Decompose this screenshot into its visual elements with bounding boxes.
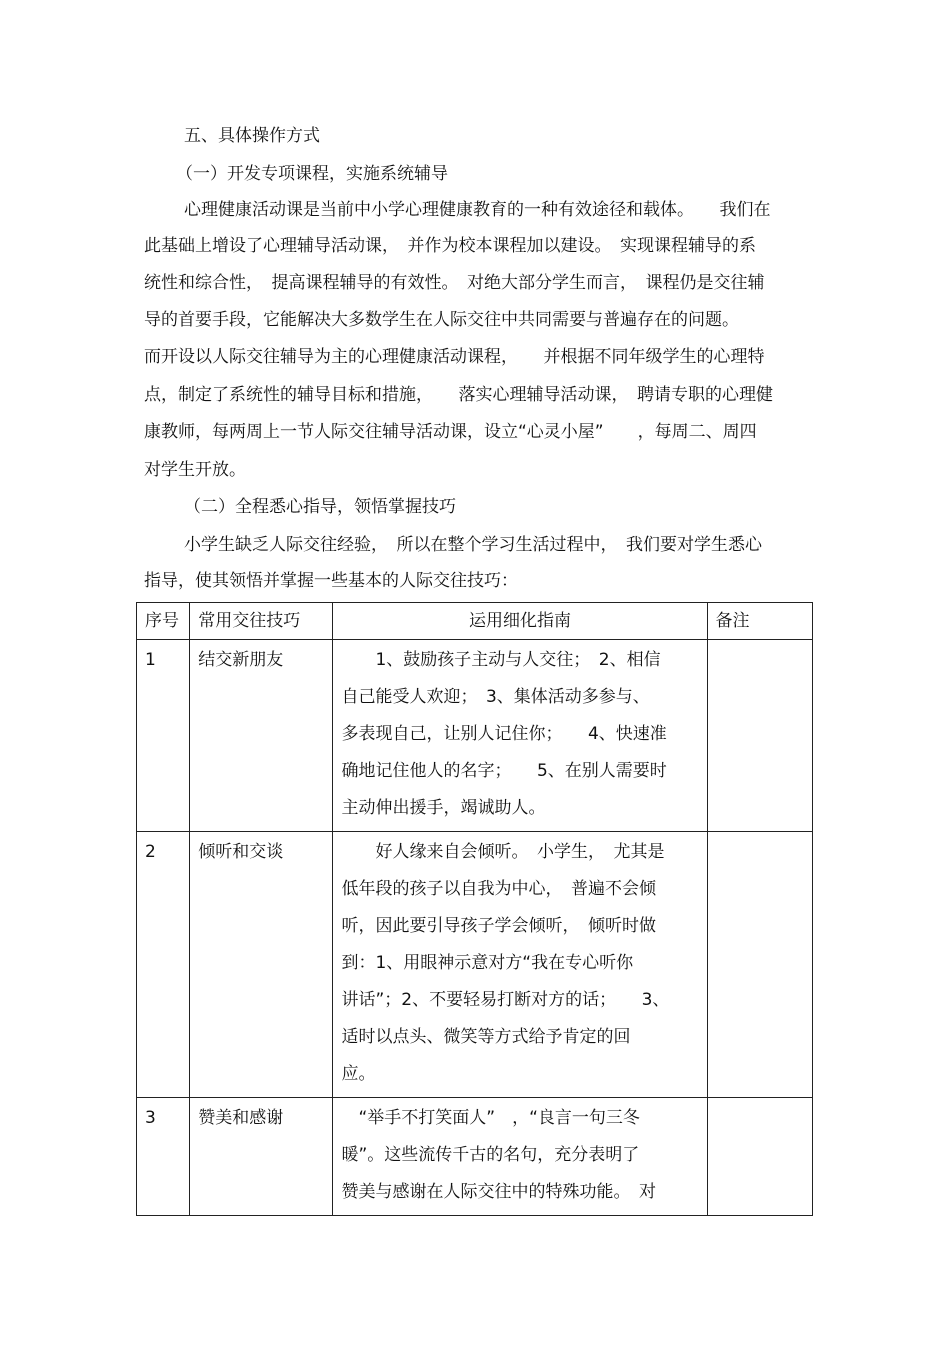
- table-row: [137, 640, 813, 832]
- paragraph-line: 心理健康活动课是当前中小学心理健康教育的一种有效途径和载体。 我们在: [184, 200, 771, 220]
- header-note: 备注: [707, 603, 812, 640]
- guide-line: 确地记住他人的名字； 5、在别人需要时: [341, 761, 667, 781]
- guide-line: 1、鼓励孩子主动与人交往； 2、相信: [341, 650, 661, 670]
- paragraph-line: 点，制定了系统性的辅导目标和措施， 落实心理辅导活动课， 聘请专职的心理健: [144, 385, 773, 405]
- guide-line: 低年段的孩子以自我为中心， 普遍不会倾: [341, 879, 656, 899]
- paragraph-line: 小学生缺乏人际交往经验， 所以在整个学习生活过程中， 我们要对学生悉心: [184, 535, 762, 555]
- row-no: 1: [137, 640, 190, 832]
- table-row: [137, 1098, 813, 1216]
- paragraph-line: 此基础上增设了心理辅导活动课， 并作为校本课程加以建设。 实现课程辅导的系: [144, 236, 756, 256]
- header-guide: 运用细化指南: [333, 603, 707, 640]
- guide-line: 暖”。这些流传千古的名句，充分表明了: [341, 1145, 640, 1165]
- table-row: [137, 832, 813, 1098]
- row-no: 3: [137, 1098, 190, 1216]
- row-note: [707, 1098, 812, 1216]
- guide-line: 听，因此要引导孩子学会倾听， 倾听时做: [341, 916, 656, 936]
- row-skill: 结交新朋友: [190, 640, 333, 832]
- row-guide: [333, 832, 707, 1098]
- paragraph-line: 对学生开放。: [144, 460, 246, 480]
- skills-table: [136, 602, 813, 1216]
- guide-line: 应。: [341, 1064, 376, 1084]
- header-skill: 常用交往技巧: [190, 603, 333, 640]
- header-no: 序号: [137, 603, 190, 640]
- row-skill: 倾听和交谈: [190, 832, 333, 1098]
- guide-line: 主动伸出援手，竭诚助人。: [341, 798, 546, 818]
- part1-heading: （一）开发专项课程，实施系统辅导: [176, 164, 448, 184]
- part2-heading: （二）全程悉心指导，领悟掌握技巧: [184, 497, 456, 517]
- guide-line: 适时以点头、微笑等方式给予肯定的回: [341, 1027, 631, 1047]
- guide-line: 到：1、用眼神示意对方“我在专心听你: [341, 953, 634, 973]
- paragraph-line: 指导，使其领悟并掌握一些基本的人际交往技巧：: [144, 571, 518, 591]
- row-note: [707, 640, 812, 832]
- paragraph-line: 统性和综合性， 提高课程辅导的有效性。 对绝大部分学生而言， 课程仍是交往辅: [144, 273, 765, 293]
- row-guide: [333, 640, 707, 832]
- guide-line: 多表现自己，让别人记住你； 4、快速准: [341, 724, 667, 744]
- guide-line: 自己能受人欢迎； 3、集体活动多参与、: [341, 687, 650, 707]
- row-skill: 赞美和感谢: [190, 1098, 333, 1216]
- guide-line: “举手不打笑面人” ，“良言一句三冬: [341, 1108, 640, 1128]
- guide-line: 好人缘来自会倾听。 小学生， 尤其是: [341, 842, 665, 862]
- row-no: 2: [137, 832, 190, 1098]
- row-guide: [333, 1098, 707, 1216]
- paragraph-line: 导的首要手段，它能解决大多数学生在人际交往中共同需要与普遍存在的问题。: [144, 310, 739, 330]
- table-header-row: [137, 603, 813, 640]
- guide-line: 赞美与感谢在人际交往中的特殊功能。 对: [341, 1182, 656, 1202]
- paragraph-line: 康教师，每两周上一节人际交往辅导活动课，设立“心灵小屋” ，每周二、周四: [144, 422, 757, 442]
- paragraph-line: 而开设以人际交往辅导为主的心理健康活动课程， 并根据不同年级学生的心理特: [144, 347, 765, 367]
- row-note: [707, 832, 812, 1098]
- section-title: 五、具体操作方式: [184, 126, 320, 146]
- guide-line: 讲话”；2、不要轻易打断对方的话； 3、: [341, 990, 670, 1010]
